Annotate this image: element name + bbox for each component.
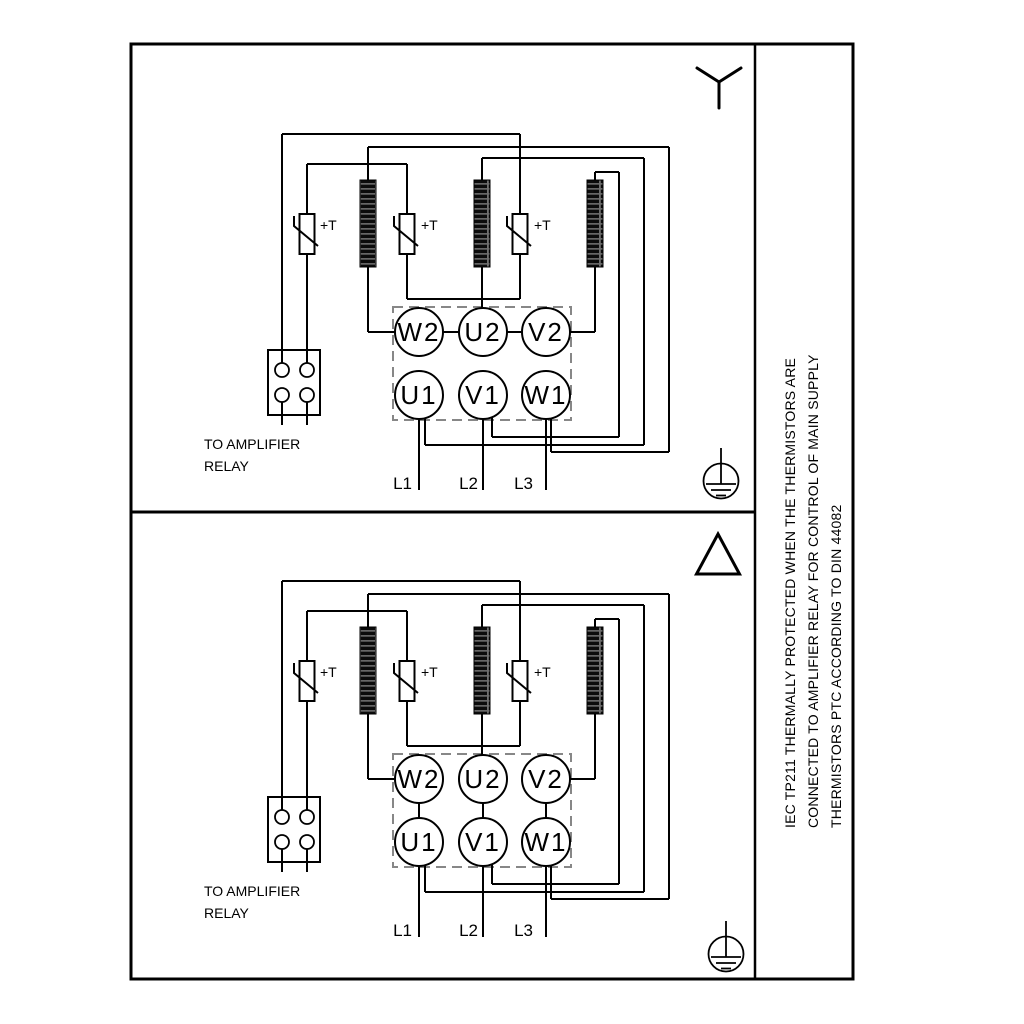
terminal-label-v2: V2 (528, 317, 564, 347)
thermistor-label: +T (320, 217, 337, 233)
terminal-label-v2: V2 (528, 764, 564, 794)
side-note-line: IEC TP211 THERMALLY PROTECTED WHEN THE THERMISTORS ARE (782, 357, 798, 828)
terminal-label-u2: U2 (464, 317, 502, 347)
relay-caption: RELAY (204, 458, 249, 474)
thermistor-label: +T (421, 664, 438, 680)
terminal-label-u1: U1 (400, 380, 438, 410)
panel-wiring (268, 581, 669, 937)
terminal-label-w2: W2 (397, 764, 441, 794)
relay-caption: TO AMPLIFIER (204, 883, 301, 899)
supply-label-l2: L2 (459, 474, 478, 493)
terminal-label-w1: W1 (524, 380, 568, 410)
earth-icon (709, 921, 744, 972)
terminal-label-v1: V1 (465, 827, 501, 857)
panel-wiring (268, 134, 669, 490)
panel-star (268, 68, 741, 499)
supply-label-l2: L2 (459, 921, 478, 940)
terminal-label-v1: V1 (465, 380, 501, 410)
terminal-label-w2: W2 (397, 317, 441, 347)
supply-label-l1: L1 (393, 474, 412, 493)
delta-terminal-links (419, 803, 546, 818)
terminal-label-u1: U1 (400, 827, 438, 857)
side-note-line: THERMISTORS PTC ACCORDING TO DIN 44082 (828, 504, 844, 828)
terminal-label-w1: W1 (524, 827, 568, 857)
earth-icon (704, 448, 739, 499)
relay-caption: TO AMPLIFIER (204, 436, 301, 452)
thermistor-label: +T (421, 217, 438, 233)
relay-caption: RELAY (204, 905, 249, 921)
delta-connection-icon (697, 534, 740, 574)
terminal-label-u2: U2 (464, 764, 502, 794)
panel-delta-labels (204, 664, 568, 940)
supply-label-l3: L3 (514, 474, 533, 493)
thermistor-label: +T (320, 664, 337, 680)
thermistor-label: +T (534, 664, 551, 680)
supply-label-l3: L3 (514, 921, 533, 940)
panel-delta (268, 534, 744, 972)
star-connection-icon (697, 68, 741, 108)
supply-label-l1: L1 (393, 921, 412, 940)
side-note (782, 354, 844, 828)
thermistor-label: +T (534, 217, 551, 233)
side-note-line: CONNECTED TO AMPLIFIER RELAY FOR CONTROL OF MAIN SUPPLY (805, 354, 821, 828)
panel-star-labels (204, 217, 568, 493)
